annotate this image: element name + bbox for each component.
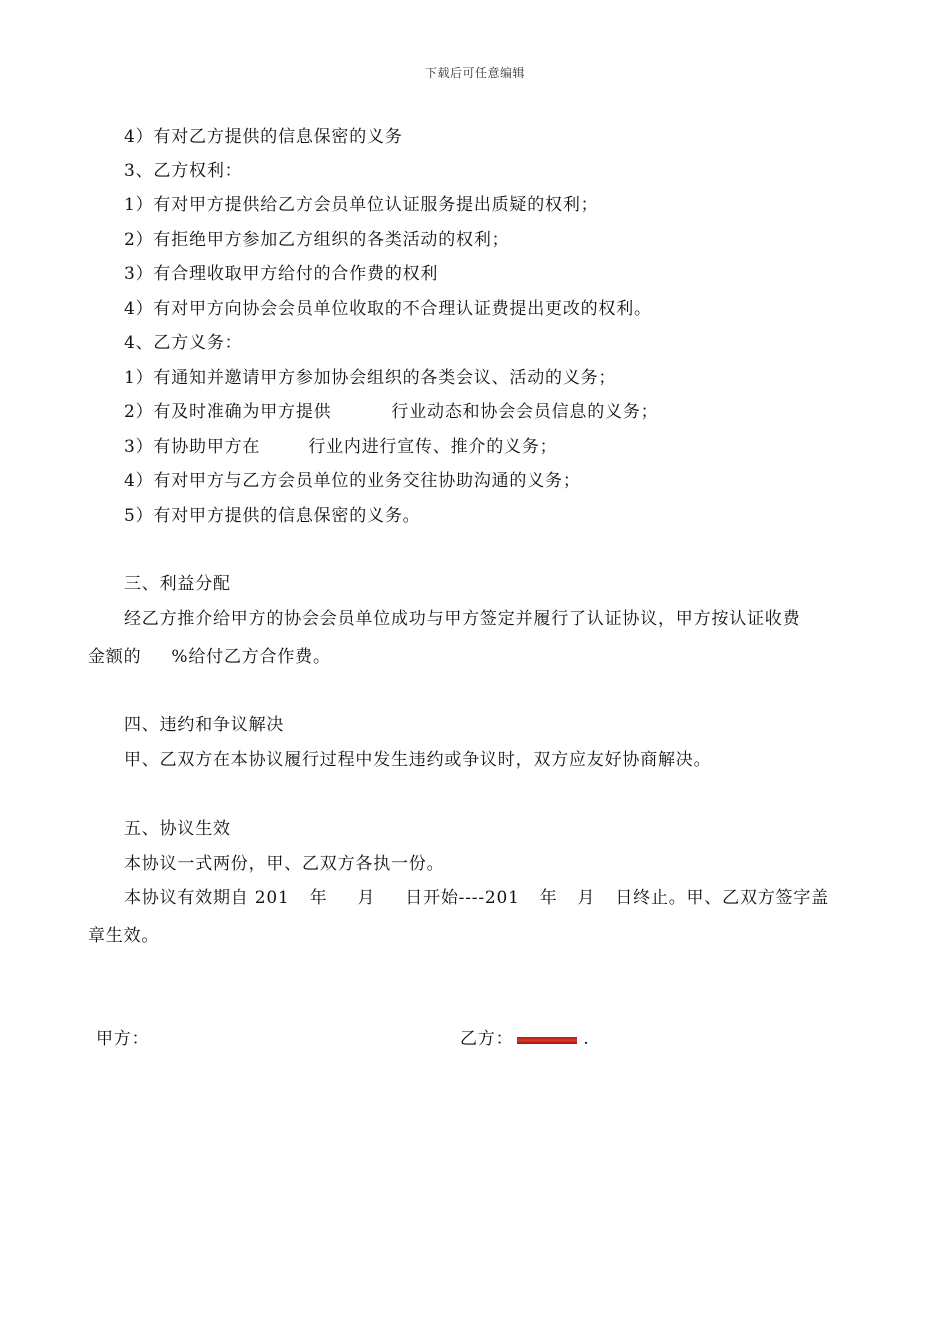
clause-b4: 4）有对甲方向协会会员单位收取的不合理认证费提出更改的权利。 <box>124 299 652 319</box>
section5-p3: 章生效。 <box>88 926 160 946</box>
clause-c2-pre: 2）有及时准确为甲方提供 <box>124 402 332 422</box>
section3-p2-pre: 金额的 <box>88 647 142 667</box>
clause-c3-post: 行业内进行宣传、推介的义务； <box>308 437 558 457</box>
validity-end-year: 日开始----201 <box>405 888 520 908</box>
section4-p1: 甲、乙双方在本协议履行过程中发生违约或争议时，双方应友好协商解决。 <box>124 750 712 770</box>
clause-c3-pre: 3）有协助甲方在 <box>124 437 261 457</box>
clause-c2 <box>124 401 658 423</box>
clause-b2: 2）有拒绝甲方参加乙方组织的各类活动的权利； <box>124 230 510 250</box>
validity-month-label: 月 <box>357 888 376 908</box>
validity-end-month-label: 月 <box>577 888 596 908</box>
clause-c2-post: 行业动态和协会会员信息的义务； <box>391 402 659 422</box>
validity-end-text: 日终止。甲、乙双方签字盖 <box>615 888 829 908</box>
section5-p2 <box>124 887 829 909</box>
section3-p2-post: %给付乙方合作费。 <box>171 647 331 667</box>
section5-title: 五、协议生效 <box>124 819 231 839</box>
party-a-label: 甲方： <box>96 1029 150 1049</box>
redacted-seal-mark <box>517 1037 577 1044</box>
clause-a4: 4）有对乙方提供的信息保密的义务 <box>124 127 403 147</box>
validity-end-year-label: 年 <box>539 888 558 908</box>
clause-c-title: 4、乙方义务： <box>124 333 243 353</box>
party-b-signature <box>460 1028 590 1050</box>
section3-p1: 经乙方推介给甲方的协会会员单位成功与甲方签定并履行了认证协议，甲方按认证收费 <box>124 609 801 629</box>
clause-c3 <box>124 436 557 458</box>
header-note: 下载后可任意编辑 <box>424 66 525 80</box>
clause-b1: 1）有对甲方提供给乙方会员单位认证服务提出质疑的权利； <box>124 195 599 215</box>
clause-c5: 5）有对甲方提供的信息保密的义务。 <box>124 506 421 526</box>
section4-title: 四、违约和争议解决 <box>124 715 285 735</box>
validity-year-label: 年 <box>309 888 328 908</box>
section3-title: 三、利益分配 <box>124 574 231 594</box>
party-b-label: 乙方： <box>460 1029 514 1049</box>
party-b-trail: . <box>583 1029 590 1049</box>
section3-p2 <box>88 646 331 668</box>
clause-b3: 3）有合理收取甲方给付的合作费的权利 <box>124 264 439 284</box>
clause-c1: 1）有通知并邀请甲方参加协会组织的各类会议、活动的义务； <box>124 368 617 388</box>
clause-c4: 4）有对甲方与乙方会员单位的业务交往协助沟通的义务； <box>124 471 581 491</box>
validity-start-year: 本协议有效期自 201 <box>124 888 290 908</box>
clause-b-title: 3、乙方权利： <box>124 161 243 181</box>
section5-p1: 本协议一式两份，甲、乙双方各执一份。 <box>124 854 445 874</box>
party-a-signature <box>96 1028 149 1050</box>
